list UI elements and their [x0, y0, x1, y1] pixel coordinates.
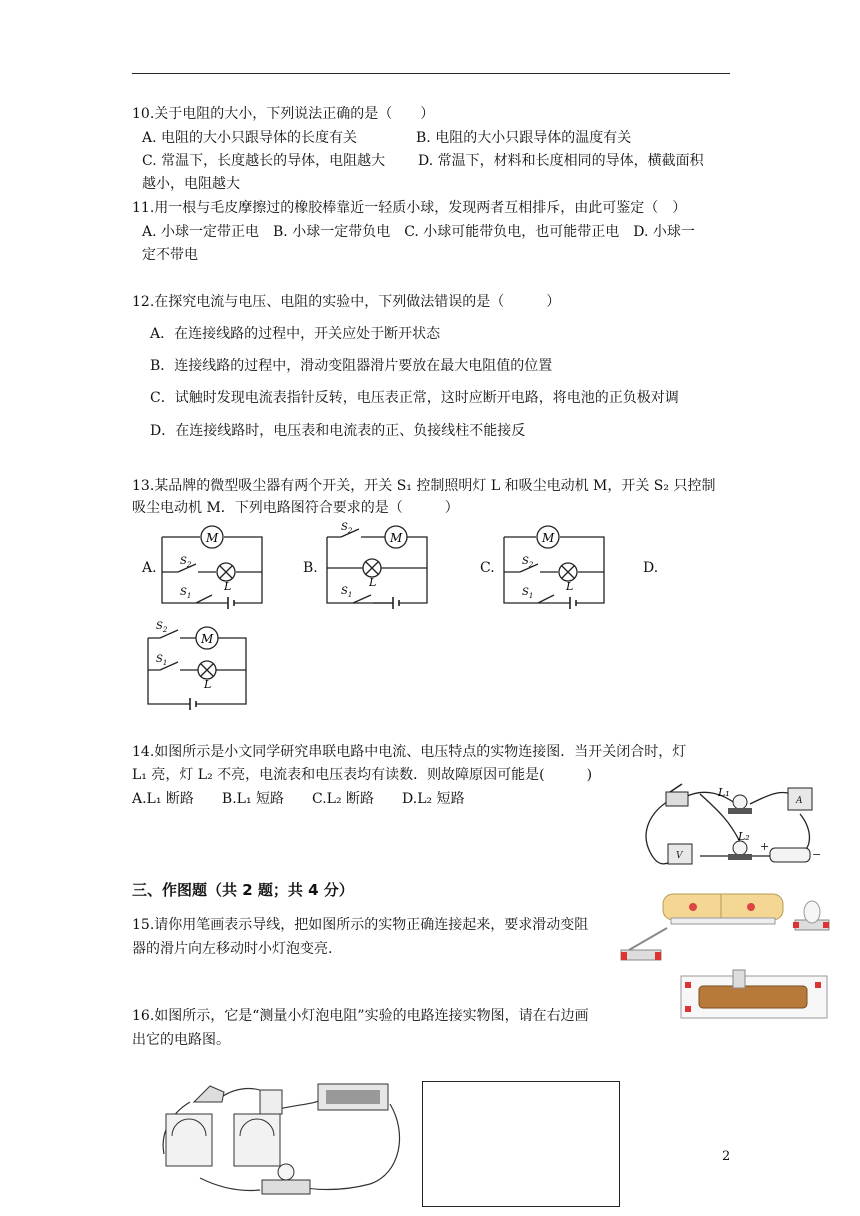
q11-options: A. 小球一定带正电 B. 小球一定带负电 C. 小球可能带负电，也可能带正电 D. 小球一 [142, 224, 695, 240]
q10-option-d: D. 常温下，材料和长度相同的导体，横截面积 [418, 153, 704, 169]
svg-text:L₂: L₂ [738, 830, 750, 843]
svg-text:S1: $S_1$ [180, 587, 192, 600]
q15-components-photo [615, 888, 845, 1038]
q16-line1: 16.如图所示，它是“测量小灯泡电阻”实验的电路连接实物图，请在右边画 [132, 1008, 589, 1024]
svg-text:+: + [760, 840, 770, 853]
q15-line2: 器的滑片向左移动时小灯泡变亮. [132, 941, 333, 957]
svg-text:L: L [224, 580, 232, 593]
circuit-diagram-b [323, 524, 433, 608]
svg-text:M: M [206, 531, 219, 545]
q16-line2: 出它的电路图。 [132, 1032, 230, 1048]
svg-text:L: L [566, 580, 574, 593]
q14-line2: L₁ 亮，灯 L₂ 不亮，电流表和电压表均有读数．则故障原因可能是( ) [132, 767, 593, 783]
q13-label-c: C. [480, 560, 495, 576]
svg-text:S1: $S_1$ [341, 586, 353, 599]
q16-circuit-photo [150, 1074, 410, 1204]
svg-text:S2: $S_2$ [156, 621, 168, 634]
page-number: 2 [722, 1149, 731, 1164]
answer-drawing-box[interactable] [422, 1081, 620, 1207]
svg-text:L: L [369, 576, 377, 589]
q13-line1: 13.某品牌的微型吸尘器有两个开关，开关 S₁ 控制照明灯 L 和吸尘电动机 M，开关 S₂ 只控制 [132, 478, 716, 494]
svg-text:L₁: L₁ [718, 786, 730, 799]
circuit-diagram-d [142, 620, 252, 710]
svg-text:M: M [542, 531, 555, 545]
q12-option-b: B．连接线路的过程中，滑动变阻器滑片要放在最大电阻值的位置 [150, 358, 553, 374]
header-rule [132, 73, 730, 74]
q14-options: A.L₁ 断路 B.L₁ 短路 C.L₂ 断路 D.L₂ 短路 [132, 791, 465, 807]
q12-stem: 12.在探究电流与电压、电阻的实验中，下列做法错误的是（ ） [132, 294, 561, 310]
q13-line2: 吸尘电动机 M．下列电路图符合要求的是（ ） [132, 500, 459, 516]
svg-text:−: − [812, 848, 822, 861]
svg-text:S1: $S_1$ [156, 654, 168, 667]
svg-text:M: M [390, 531, 403, 545]
svg-text:V: V [676, 851, 683, 861]
q12-option-c: C．试触时发现电流表指针反转，电压表正常，这时应断开电路，将电池的正负极对调 [150, 390, 679, 406]
q11-stem: 11.用一根与毛皮摩擦过的橡胶棒靠近一轻质小球，发现两者互相排斥，由此可鉴定（ ） [132, 200, 687, 216]
q15-line1: 15.请你用笔画表示导线，把如图所示的实物正确连接起来，要求滑动变阻 [132, 917, 589, 933]
q10-stem: 10.关于电阻的大小，下列说法正确的是（ ） [132, 106, 435, 122]
svg-text:M: M [201, 632, 214, 646]
q13-label-b: B. [303, 560, 318, 576]
svg-text:S1: $S_1$ [522, 587, 534, 600]
q10-option-a: A. 电阻的大小只跟导体的长度有关 [142, 130, 358, 146]
q10-option-c: C. 常温下，长度越长的导体，电阻越大 [142, 153, 386, 169]
q10-option-b: B. 电阻的大小只跟导体的温度有关 [416, 130, 632, 146]
svg-text:S2: $S_2$ [522, 556, 534, 569]
q14-circuit-photo [640, 782, 820, 882]
q12-option-a: A．在连接线路的过程中，开关应处于断开状态 [150, 326, 441, 342]
svg-text:A: A [796, 796, 803, 806]
q11-options-cont: 定不带电 [142, 247, 198, 263]
q14-line1: 14.如图所示是小文同学研究串联电路中电流、电压特点的实物连接图．当开关闭合时，灯 [132, 744, 687, 760]
svg-text:L: L [204, 678, 212, 691]
q10-option-d-cont: 越小，电阻越大 [142, 176, 240, 192]
circuit-diagram-a [158, 524, 268, 608]
q13-label-d: D. [643, 560, 659, 576]
svg-text:S2: $S_2$ [341, 522, 353, 535]
q13-label-a: A. [142, 560, 157, 576]
q12-option-d: D．在连接线路时，电压表和电流表的正、负接线柱不能接反 [150, 423, 526, 439]
svg-text:S2: $S_2$ [180, 556, 192, 569]
section-title: 三、作图题（共 2 题；共 4 分） [132, 881, 354, 899]
circuit-diagram-c [500, 524, 610, 608]
